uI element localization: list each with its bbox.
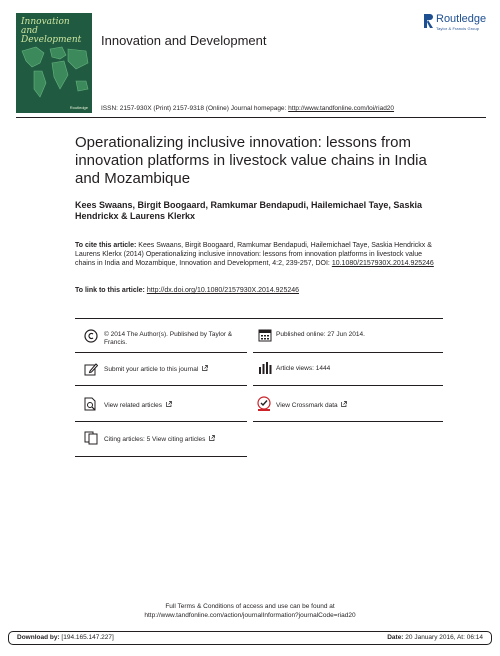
article-title: Operationalizing inclusive innovation: lessons from innovation platforms in livestock value chains in India and Mozambique <box>75 134 427 187</box>
calendar-icon <box>258 328 272 342</box>
cover-title: Innovation and Development <box>21 17 82 45</box>
download-info-bar <box>8 631 492 645</box>
edit-pencil-icon <box>84 362 98 376</box>
header-divider <box>16 117 486 118</box>
submit-article-link[interactable]: Submit your article to this journal <box>104 365 246 374</box>
info-grid-top-rule <box>75 318 443 319</box>
routledge-logo-icon <box>424 14 433 28</box>
citation-block: To cite this article: Kees Swaans, Birgit Boogaard, Ramkumar Bendapudi, Hailemichael Taye, Saskia Hendrickx & Laurens Klerkx (2014) Operationalizing inclusive innovation: lessons from innovation platforms in livestock value chains in India and Mozambique, Innovation and Development, 4:2, 239-257, DOI: 10.1080/2157930X.2014.925246 <box>75 242 434 267</box>
info-grid-rule <box>75 421 247 422</box>
download-date: Date: 20 January 2016, At: 06:14 <box>387 634 483 641</box>
license-text: © 2014 The Author(s). Published by Taylor & Francis. <box>104 331 233 346</box>
journal-title: Innovation and Development <box>101 33 267 48</box>
downloaded-by: Download by: [194.165.147.227] <box>17 634 114 641</box>
cover-publisher-mark: Routledge <box>69 105 88 110</box>
crossmark-icon <box>256 396 272 412</box>
external-link-icon <box>202 365 208 371</box>
publisher-brand-name: Routledge <box>436 13 487 25</box>
bar-chart-icon <box>258 361 272 375</box>
article-doi-link[interactable]: http://dx.doi.org/10.1080/2157930X.2014.925246 <box>146 287 300 294</box>
publisher-brand-subtitle: Taylor & Francis Group <box>436 26 480 31</box>
citation-doi-link[interactable]: 10.1080/2157930X.2014.925246 <box>331 260 434 267</box>
open-access-cc-icon <box>84 329 98 343</box>
terms-text: Full Terms & Conditions of access and use can be found at <box>165 603 335 610</box>
related-articles-search-icon <box>84 397 98 411</box>
info-grid-rule <box>253 385 443 386</box>
world-map-graphic <box>16 41 92 109</box>
info-grid-rule <box>75 456 247 457</box>
related-articles-link[interactable]: View related articles <box>104 401 246 410</box>
issn-line: ISSN: 2157-930X (Print) 2157-9318 (Online) Journal homepage: http://www.tandfonline.com/loi/riad20 <box>101 105 395 112</box>
journal-homepage-link[interactable]: http://www.tandfonline.com/loi/riad20 <box>288 105 395 112</box>
article-views: Article views: 1444 <box>276 365 331 372</box>
journal-cover <box>16 13 92 113</box>
info-grid-rule <box>253 421 443 422</box>
external-link-icon <box>209 435 215 441</box>
info-grid-rule <box>75 352 247 353</box>
citing-articles-link[interactable]: Citing articles: 5 View citing articles <box>104 435 246 444</box>
external-link-icon <box>341 401 347 407</box>
published-date: Published online: 27 Jun 2014. <box>276 331 365 338</box>
citing-articles-icon <box>84 431 98 445</box>
terms-url-link[interactable]: http://www.tandfonline.com/action/journalInformation?journalCode=riad20 <box>144 612 356 619</box>
info-grid-rule <box>253 352 443 353</box>
article-authors: Kees Swaans, Birgit Boogaard, Ramkumar Bendapudi, Hailemichael Taye, Saskia Hendrickx & Laurens Klerkx <box>75 200 422 221</box>
crossmark-link[interactable]: View Crossmark data <box>276 401 436 410</box>
info-grid-rule <box>75 385 247 386</box>
article-link-line: To link to this article: http://dx.doi.org/10.1080/2157930X.2014.925246 <box>75 287 300 294</box>
external-link-icon <box>166 401 172 407</box>
